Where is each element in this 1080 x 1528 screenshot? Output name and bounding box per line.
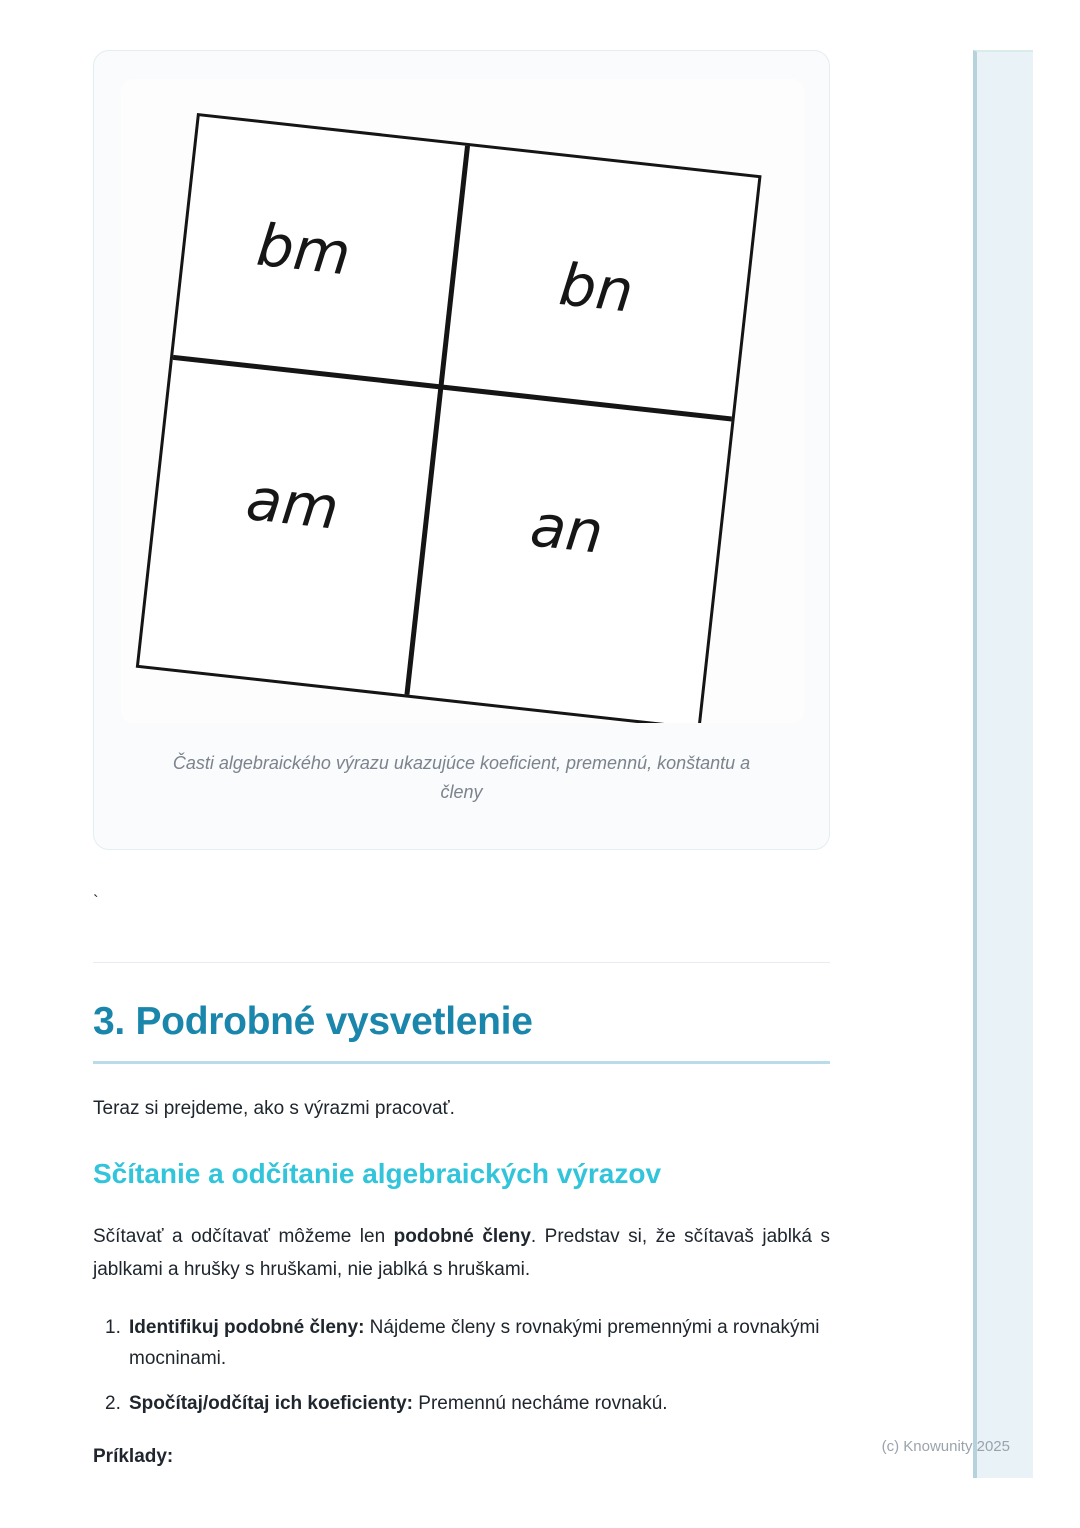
section-divider — [93, 962, 830, 963]
list-item-body: Nájdeme členy s rovnakými premennými a rovnakými mocninami. — [129, 1317, 820, 1369]
section-heading: 3. Podrobné vysvetlenie — [93, 999, 830, 1064]
list-item-body: Premennú necháme rovnakú. — [413, 1393, 668, 1414]
paragraph-bold-term: podobné členy — [393, 1226, 531, 1247]
figure-card — [93, 50, 830, 850]
figure-image-panel — [121, 79, 804, 723]
list-item-number: 2. — [105, 1393, 121, 1414]
quadrant-label-an: an — [527, 491, 607, 567]
algebra-grid-figure — [136, 113, 762, 723]
list-item-number: 1. — [105, 1317, 121, 1338]
list-item-text — [129, 1388, 830, 1419]
paragraph-text: Sčítavať a odčítavať môžeme len — [93, 1226, 394, 1247]
examples-label: Príklady: — [93, 1446, 174, 1467]
page-edge-strip — [973, 50, 1033, 1478]
copyright-watermark: (c) Knowunity 2025 — [881, 1438, 1010, 1455]
content-column — [93, 50, 830, 1470]
list-item — [105, 1388, 830, 1419]
stray-backtick: ` — [93, 892, 99, 911]
quadrant-label-am: am — [243, 465, 342, 544]
paragraph-text-rest: . Predstav si, že sčítavaš jablká s jablkami a hrušky s hruškami, nie jablká s hruškami. — [93, 1226, 830, 1280]
quadrant-label-bn: bn — [555, 249, 637, 326]
list-item-label: Spočítaj/odčítaj ich koeficienty: — [129, 1393, 414, 1414]
body-paragraph — [93, 1220, 830, 1286]
list-item-label: Identifikuj podobné členy: — [129, 1317, 365, 1338]
list-item-text — [129, 1312, 830, 1374]
grid-vertical-line — [404, 146, 470, 695]
quadrant-label-bm: bm — [253, 211, 354, 289]
intro-paragraph: Teraz si prejdeme, ako s výrazmi pracovať. — [93, 1098, 455, 1119]
grid-horizontal-line — [173, 355, 732, 422]
figure-caption: Časti algebraického výrazu ukazujúce koeficient, premennú, konštantu a členy — [172, 753, 751, 802]
numbered-list — [93, 1312, 830, 1419]
list-item — [105, 1312, 830, 1374]
subsection-heading: Sčítanie a odčítanie algebraických výrazov — [93, 1158, 662, 1189]
